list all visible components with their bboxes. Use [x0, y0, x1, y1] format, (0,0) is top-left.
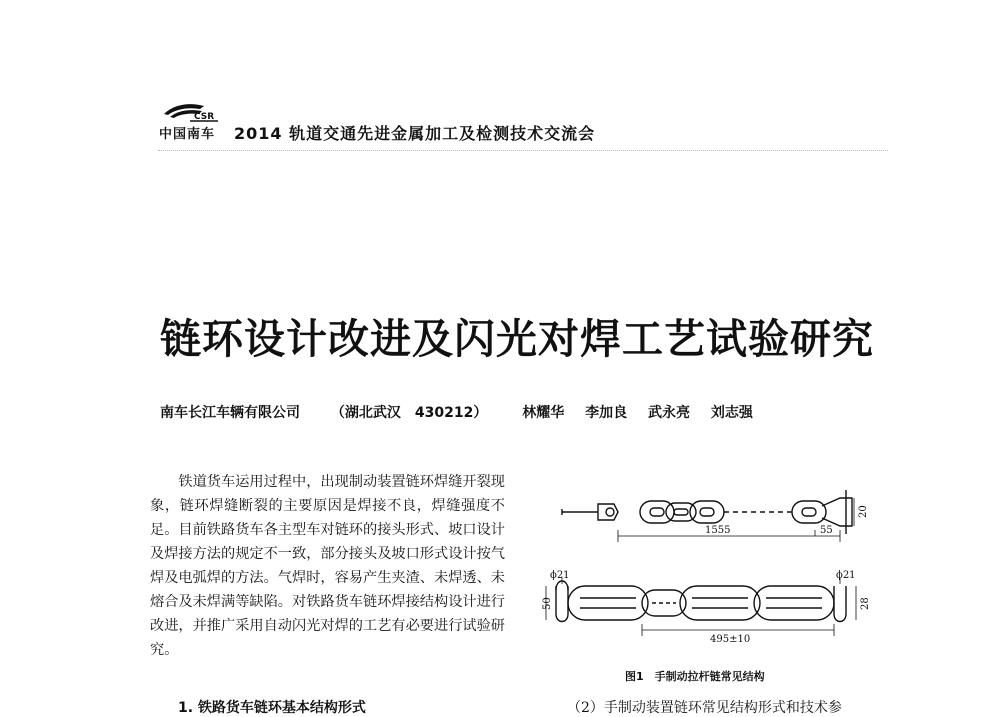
- dim-link-width-right: 28: [860, 597, 871, 610]
- location: （湖北武汉 430212）: [330, 405, 488, 421]
- conference-title: 2014 轨道交通先进金属加工及检测技术交流会: [234, 124, 596, 143]
- byline: [160, 402, 769, 422]
- body-column-left: [150, 470, 505, 662]
- dim-end-length: 55: [820, 525, 833, 536]
- brand-name: 中国南车: [159, 127, 216, 142]
- logo-text: CSR: [194, 112, 215, 122]
- chain-diagram: [540, 478, 880, 663]
- paper-title: 链环设计改进及闪光对焊工艺试验研究: [160, 315, 874, 363]
- header-divider: [158, 150, 888, 151]
- author: 刘志强: [710, 405, 753, 421]
- bottom-chain: [556, 581, 846, 622]
- body-column-right: （2）手制动装置链环常见结构形式和技术参: [567, 700, 842, 716]
- top-dimensions: [618, 498, 854, 542]
- dim-link-length: 495±10: [710, 634, 751, 645]
- author: 武永亮: [647, 405, 690, 421]
- dim-end-width: 20: [858, 505, 869, 518]
- dim-right-diameter: ϕ21: [836, 570, 856, 581]
- author: 林耀华: [522, 405, 565, 421]
- section-heading: 1. 铁路货车链环基本结构形式: [178, 700, 366, 716]
- bottom-dimensions: [546, 578, 856, 636]
- affiliation: 南车长江车辆有限公司: [160, 405, 300, 421]
- dim-left-diameter: ϕ21: [550, 570, 570, 581]
- body-paragraph: 铁道货车运用过程中，出现制动装置链环焊缝开裂现象，链环焊缝断裂的主要原因是焊接不良，焊缝强度不足。目前铁路货车各主型车对链环的接头形式、坡口设计及焊接方法的规定不一致，部分接头及坡口形式设计按气焊及电弧焊的方法。气焊时，容易产生夹渣、未焊透、未熔合及未焊满等缺陷。对铁路货车链环焊接结构设计进行改进，并推广采用自动闪光对焊的工艺有必要进行试验研究。: [150, 474, 505, 658]
- dim-link-width-left: 50: [542, 597, 553, 610]
- author: 李加良: [585, 405, 628, 421]
- dim-total-length: 1555: [705, 525, 731, 536]
- figure-caption: 图1 手制动拉杆链常见结构: [625, 670, 765, 683]
